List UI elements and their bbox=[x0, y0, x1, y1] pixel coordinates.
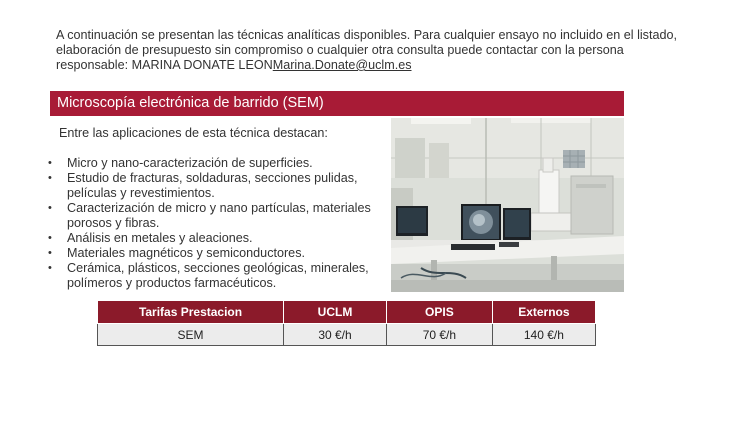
list-item bbox=[48, 246, 393, 261]
header-externos: Externos bbox=[492, 301, 595, 324]
list-item-text: Análisis en metales y aleaciones. bbox=[67, 231, 253, 245]
cell-uclm-price: 30 €/h bbox=[284, 324, 387, 346]
section-title: Microscopía electrónica de barrido (SEM) bbox=[50, 91, 624, 116]
bullet-icon: • bbox=[48, 247, 52, 259]
list-item bbox=[48, 231, 393, 246]
bullet-icon: • bbox=[48, 157, 52, 169]
bullet-icon: • bbox=[48, 172, 52, 184]
list-item-text: Estudio de fracturas, soldaduras, secciones pulidas, películas y revestimientos. bbox=[67, 171, 358, 200]
intro-paragraph bbox=[56, 28, 696, 73]
tarifas-table bbox=[97, 300, 596, 346]
bullet-icon: • bbox=[48, 232, 52, 244]
table-row bbox=[98, 324, 596, 346]
list-item bbox=[48, 261, 393, 291]
bullet-icon: • bbox=[48, 202, 52, 214]
list-item bbox=[48, 201, 393, 231]
applications-lead: Entre las aplicaciones de esta técnica destacan: bbox=[59, 126, 328, 140]
list-item-text: Caracterización de micro y nano partículas, materiales porosos y fibras. bbox=[67, 201, 371, 230]
list-item-text: Cerámica, plásticos, secciones geológicas, minerales, polímeros y productos farmacéuticos. bbox=[67, 261, 369, 290]
intro-text: A continuación se presentan las técnicas analíticas disponibles. Para cualquier ensayo no incluido en el listado, elaboración de presupuesto sin compromiso o cualquier otra consulta puede contactar con la persona responsable: MARINA DONATE LEON bbox=[56, 28, 677, 72]
table-header-row bbox=[98, 301, 596, 324]
cell-opis-price: 70 €/h bbox=[386, 324, 492, 346]
cell-service: SEM bbox=[98, 324, 284, 346]
applications-list bbox=[48, 156, 393, 291]
header-uclm: UCLM bbox=[284, 301, 387, 324]
header-tarifas: Tarifas Prestacion bbox=[98, 301, 284, 324]
bullet-icon: • bbox=[48, 262, 52, 274]
list-item-text: Materiales magnéticos y semiconductores. bbox=[67, 246, 305, 260]
cell-externos-price: 140 €/h bbox=[492, 324, 595, 346]
list-item bbox=[48, 156, 393, 171]
contact-email-link[interactable]: Marina.Donate@uclm.es bbox=[272, 58, 412, 72]
sem-laboratory-photo bbox=[391, 118, 624, 292]
list-item bbox=[48, 171, 393, 201]
header-opis: OPIS bbox=[386, 301, 492, 324]
list-item-text: Micro y nano-caracterización de superficies. bbox=[67, 156, 313, 170]
